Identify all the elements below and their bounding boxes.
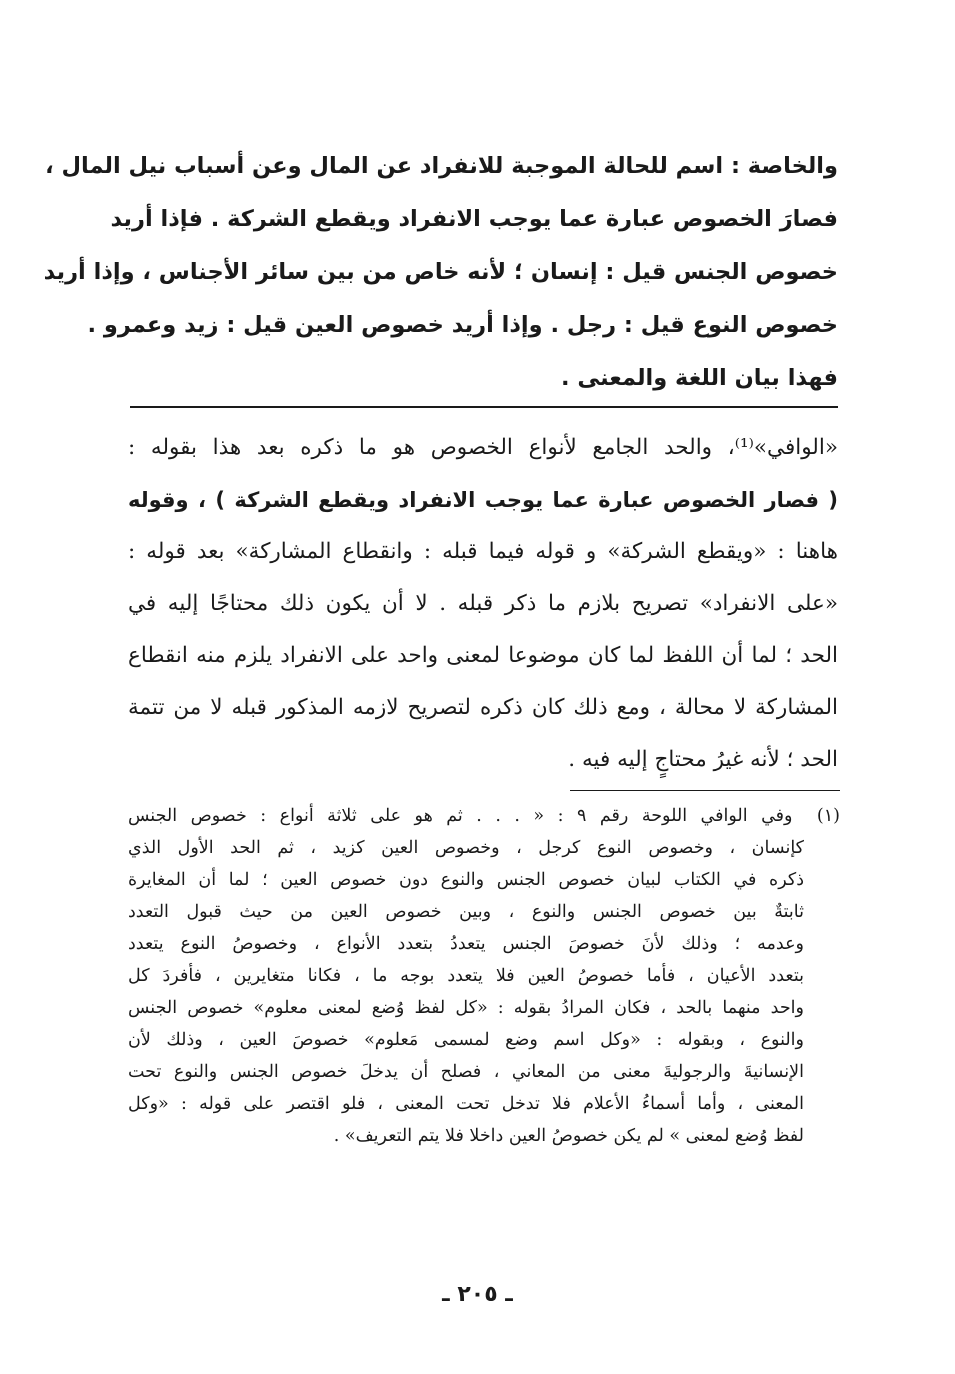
main-separator-rule bbox=[130, 406, 838, 408]
commentary-line: هاهنا : «ويقطع الشركة» و قوله فيما قبله : وانقطاع المشاركة» بعد قوله : bbox=[128, 539, 838, 564]
main-text-line: فصارَ الخصوص عبارة عما يوجب الانفراد ويقطع الشركة . فإذا أريد bbox=[110, 206, 838, 232]
footnote-line: لفظ وُضع لمعنى » لم يكن خصوصُ العين داخلا فلا يتم التعريف» . bbox=[333, 1126, 804, 1146]
footnote-marker: (١) bbox=[816, 806, 840, 826]
footnote-line bbox=[128, 800, 840, 832]
commentary-line: الحد ؛ لما أن اللفظ لما كان موضوعا لمعنى واحد على الانفراد يلزم منه انقطاع bbox=[128, 643, 838, 668]
footnote-line: المعنى ، وأما أسماءُ الأعلام فلا تدخل تحت المعنى ، فلو اقتصر على قوله : «وكل bbox=[128, 1094, 804, 1114]
commentary-line: «على الانفراد» تصريح بلازم ما ذكر قبله . لا أن يكون ذلك محتاجًا إليه في bbox=[128, 591, 838, 616]
commentary-block bbox=[128, 422, 838, 786]
main-text-line: فهذا بيان اللغة والمعنى . bbox=[560, 365, 838, 391]
footnote-line: والنوع ، وبقوله : «وكل اسم وضع لمسمى مَعلوم» خصوصَ العين ، وذلك لأن bbox=[128, 1030, 804, 1050]
commentary-line: «الوافي»⁽¹⁾، والحد الجامع لأنواع الخصوص هو ما ذكره بعد هذا بقوله : bbox=[128, 435, 838, 460]
main-text-line: خصوص الجنس قيل : إنسان ؛ لأنه خاص من بين سائر الأجناس ، وإذا أريد bbox=[43, 259, 838, 285]
footnote-line: ثابتةٌ بين خصوص الجنس والنوع ، وبين خصوص العين من حيث قبول التعدد bbox=[128, 902, 804, 922]
footnote-separator-rule bbox=[570, 790, 840, 791]
commentary-line: الحد ؛ لأنه غيرُ محتاجٍ إليه فيه . bbox=[568, 747, 838, 772]
main-text-line: خصوص النوع قيل : رجل . وإذا أريد خصوص العين قيل : زيد وعمرو . bbox=[87, 312, 838, 338]
footnote-line: ذكره في الكتاب لبيان خصوص الجنس والنوع دون خصوص العين ؛ لما أن المغايرة bbox=[128, 870, 804, 890]
commentary-line: ( فصار الخصوص عبارة عما يوجب الانفراد ويقطع الشركة ) ، وقوله bbox=[128, 488, 838, 512]
main-text-line: والخاصة : اسم للحالة الموجبة للانفراد عن المال وعن أسباب نيل المال ، bbox=[45, 153, 838, 179]
footnote-line: كإنسان ، وخصوص النوع كرجل ، وخصوص العين كزيد ، ثم الحد الأول الذي bbox=[128, 838, 804, 858]
main-text-block bbox=[43, 140, 838, 405]
page-number: ـ ٢٠٥ ـ bbox=[442, 1282, 513, 1307]
commentary-line: المشاركة لا محالة ، ومع ذلك كان ذكره لتصريح لازمه المذكور قبله لا من تتمة bbox=[128, 695, 838, 720]
footnote-block bbox=[128, 800, 840, 1152]
footnote-line: واحد منهما بالحد ، فكان المرادُ بقوله : «كل لفظ وُضع لمعنى معلوم» خصوص الجنس bbox=[128, 998, 804, 1018]
footnote-line-text: وفي الوافي اللوحة رقم ٩ : « . . . ثم هو على ثلاثة أنواع : خصوص الجنس bbox=[128, 806, 793, 826]
footnote-line: الإنسانيةَ والرجوليةَ معنى من المعاني ، فصلح أن يدخلَ خصوص الجنس والنوع تحت bbox=[128, 1062, 804, 1082]
footnote-line: بتعدد الأعيان ، فأما خصوصُ العين فلا يتعدد بوجه ما ، فكانا متغايرين ، فأفردَ كل bbox=[128, 966, 804, 986]
footnote-line: وعدمه ؛ وذلك لأنَ خصوصَ الجنس يتعددُ بتعدد الأنواع ، وخصوصُ النوع يتعدد bbox=[128, 934, 804, 954]
